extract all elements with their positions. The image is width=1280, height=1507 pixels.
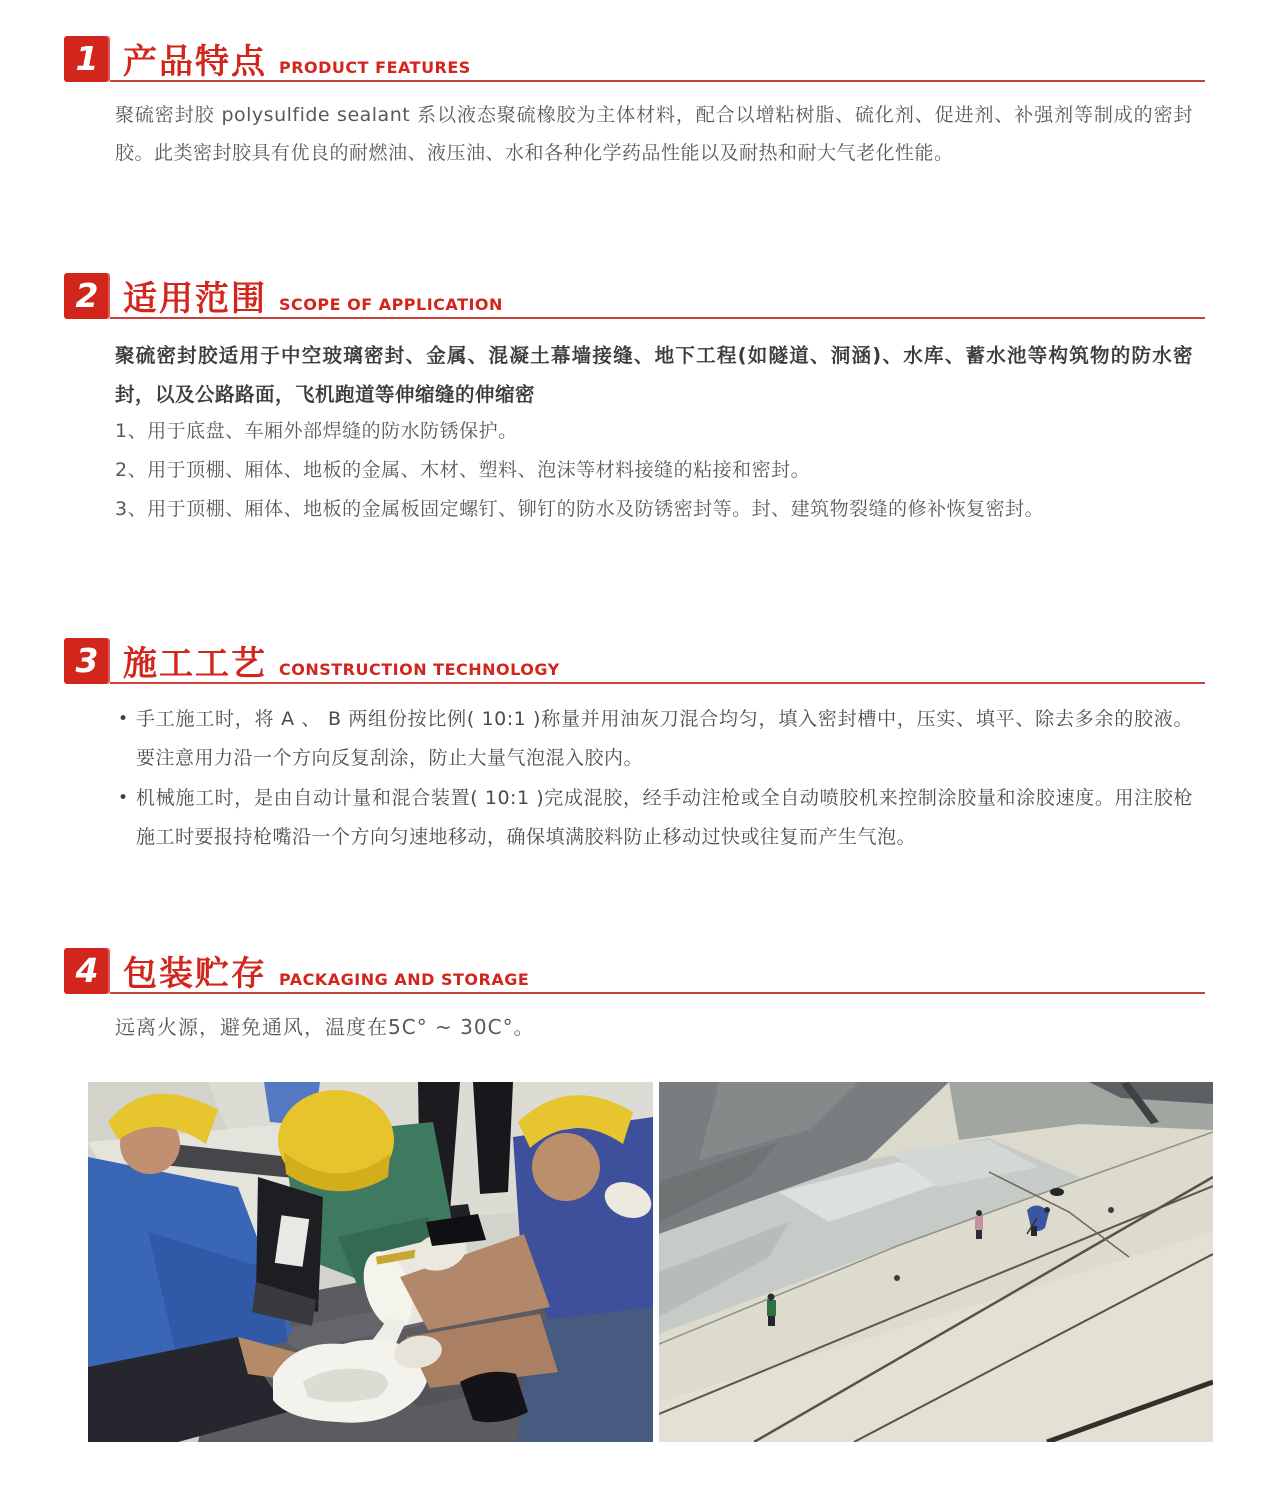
dam-slope-joint-photo <box>659 1082 1213 1442</box>
bullet-item: • 手工施工时，将 A 、 B 两组份按比例( 10:1 )称量并用油灰刀混合均匀，填入密封槽中，压实、填平、除去多余的胶液。要注意用力沿一个方向反复刮涂，防止大量气泡混入胶内。 <box>118 700 1193 778</box>
section-4-note: 远离火源，避免通风，温度在5C° ~ 30C°。 <box>115 1015 535 1039</box>
section-4-header-rule <box>110 948 1205 994</box>
section-2-subtitle: SCOPE OF APPLICATION <box>279 295 503 314</box>
sealant-application-photo <box>88 1082 653 1442</box>
bullet-icon: • <box>118 788 129 808</box>
list-item: 1、用于底盘、车厢外部焊缝的防水防锈保护。 <box>115 420 518 442</box>
section-2-list <box>115 416 1205 533</box>
section-2-header-rule <box>110 273 1205 319</box>
section-3-number-badge: 3 <box>64 638 110 684</box>
dam-slope-illustration <box>659 1082 1213 1442</box>
section-2-title: 适用范围 <box>123 279 267 319</box>
section-4-title: 包装贮存 <box>123 954 267 994</box>
section-1-title: 产品特点 <box>123 42 267 82</box>
sealant-application-illustration <box>88 1082 653 1442</box>
section-3-title: 施工工艺 <box>123 644 267 684</box>
section-3-bullets <box>118 700 1193 858</box>
section-2-number-badge: 2 <box>64 273 110 319</box>
section-2-header <box>64 273 1205 319</box>
list-item: 2、用于顶棚、厢体、地板的金属、木材、塑料、泡沫等材料接缝的粘接和密封。 <box>115 459 811 481</box>
section-1-subtitle: PRODUCT FEATURES <box>279 58 471 77</box>
section-3-header-rule <box>110 638 1205 684</box>
section-4-number-badge: 4 <box>64 948 110 994</box>
section-2-intro: 聚硫密封胶适用于中空玻璃密封、金属、混凝土幕墙接缝、地下工程(如隧道、洞涵)、水库、蓄水池等构筑物的防水密封，以及公路路面，飞机跑道等伸缩缝的伸缩密 <box>115 344 1193 406</box>
list-item: 3、用于顶棚、厢体、地板的金属板固定螺钉、铆钉的防水及防锈密封等。封、建筑物裂缝的修补恢复密封。 <box>115 498 1045 520</box>
section-4-header <box>64 948 1205 994</box>
section-1-header <box>64 36 1205 82</box>
bullet-icon: • <box>118 709 129 729</box>
section-3-header <box>64 638 1205 684</box>
section-3-subtitle: CONSTRUCTION TECHNOLOGY <box>279 660 560 679</box>
section-1-number-badge: 1 <box>64 36 110 82</box>
section-4-subtitle: PACKAGING AND STORAGE <box>279 970 530 989</box>
bullet-item: • 机械施工时，是由自动计量和混合装置( 10:1 )完成混胶，经手动注枪或全自动喷胶机来控制涂胶量和涂胶速度。用注胶枪施工时要报持枪嘴沿一个方向匀速地移动，确保填满胶料防止移动过快或往复而产生气泡。 <box>118 779 1193 857</box>
section-1-body: 聚硫密封胶 polysulfide sealant 系以液态聚硫橡胶为主体材料，配合以增粘树脂、硫化剂、促进剂、补强剂等制成的密封胶。此类密封胶具有优良的耐燃油、液压油、水和各种化学药品性能以及耐热和耐大气老化性能。 <box>115 104 1193 164</box>
section-1-header-rule <box>110 36 1205 82</box>
